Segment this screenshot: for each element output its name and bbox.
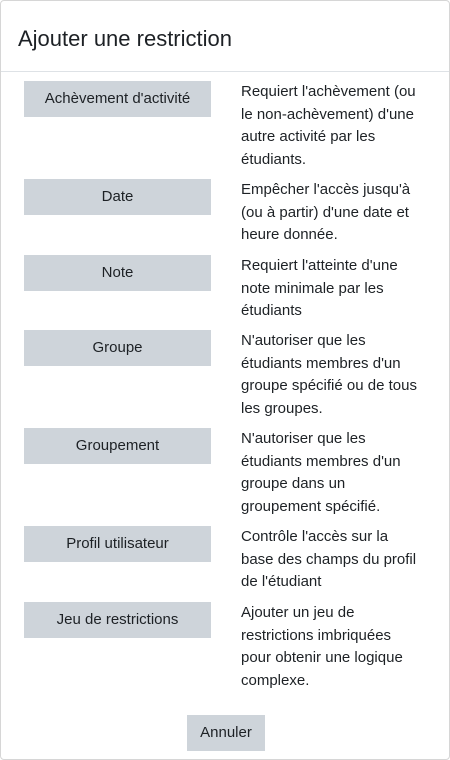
dialog-header <box>1 1 449 72</box>
grade-description <box>241 255 437 323</box>
group-description <box>241 330 437 420</box>
description-line: complexe. <box>241 671 310 689</box>
description-line: Empêcher l'accès jusqu'à <box>241 181 411 198</box>
user-profile-button[interactable]: Profil utilisateur <box>24 526 211 562</box>
grouping-button[interactable]: Groupement <box>24 428 211 464</box>
description-line: heure donnée. <box>241 226 338 243</box>
description-line: note minimale par les <box>241 279 384 297</box>
group-button[interactable]: Groupe <box>24 330 211 366</box>
description-line: base des champs du profil <box>241 550 417 568</box>
description-line: Contrôle l'accès sur la <box>241 528 389 545</box>
activity-completion-description <box>241 81 437 171</box>
description-line: (ou à partir) d'une date et <box>241 203 409 221</box>
cancel-button[interactable]: Annuler <box>187 715 265 751</box>
description-line: étudiants. <box>241 150 307 168</box>
user-profile-description <box>241 526 437 594</box>
description-line: les groupes. <box>241 399 323 417</box>
activity-completion-button[interactable]: Achèvement d'activité <box>24 81 211 117</box>
description-line: autre activité par les <box>241 128 376 145</box>
description-line: Requiert l'atteinte d'une <box>241 257 398 274</box>
description-line: restrictions imbriquées <box>241 626 392 644</box>
description-line: pour obtenir une logique <box>241 649 403 666</box>
description-line: groupement spécifié. <box>241 497 381 515</box>
grade-button[interactable]: Note <box>24 255 211 291</box>
description-line: Ajouter un jeu de <box>241 604 355 621</box>
description-line: Requiert l'achèvement (ou <box>241 83 416 100</box>
description-line: de l'étudiant <box>241 573 322 590</box>
description-line: groupe dans un <box>241 475 346 492</box>
description-line: étudiants membres d'un <box>241 452 401 470</box>
restriction-set-description <box>241 602 437 692</box>
description-line: étudiants membres d'un <box>241 354 401 372</box>
grouping-description <box>241 428 437 518</box>
description-line: groupe spécifié ou de tous <box>241 377 417 394</box>
description-line: N'autoriser que les <box>241 332 366 349</box>
dialog-footer <box>1 715 449 751</box>
dialog-title: Ajouter une restriction <box>18 26 232 51</box>
description-line: N'autoriser que les <box>241 430 366 447</box>
restriction-set-button[interactable]: Jeu de restrictions <box>24 602 211 638</box>
description-line: le non-achèvement) d'une <box>241 105 414 123</box>
description-line: étudiants <box>241 302 302 319</box>
date-button[interactable]: Date <box>24 179 211 215</box>
date-description <box>241 179 437 247</box>
